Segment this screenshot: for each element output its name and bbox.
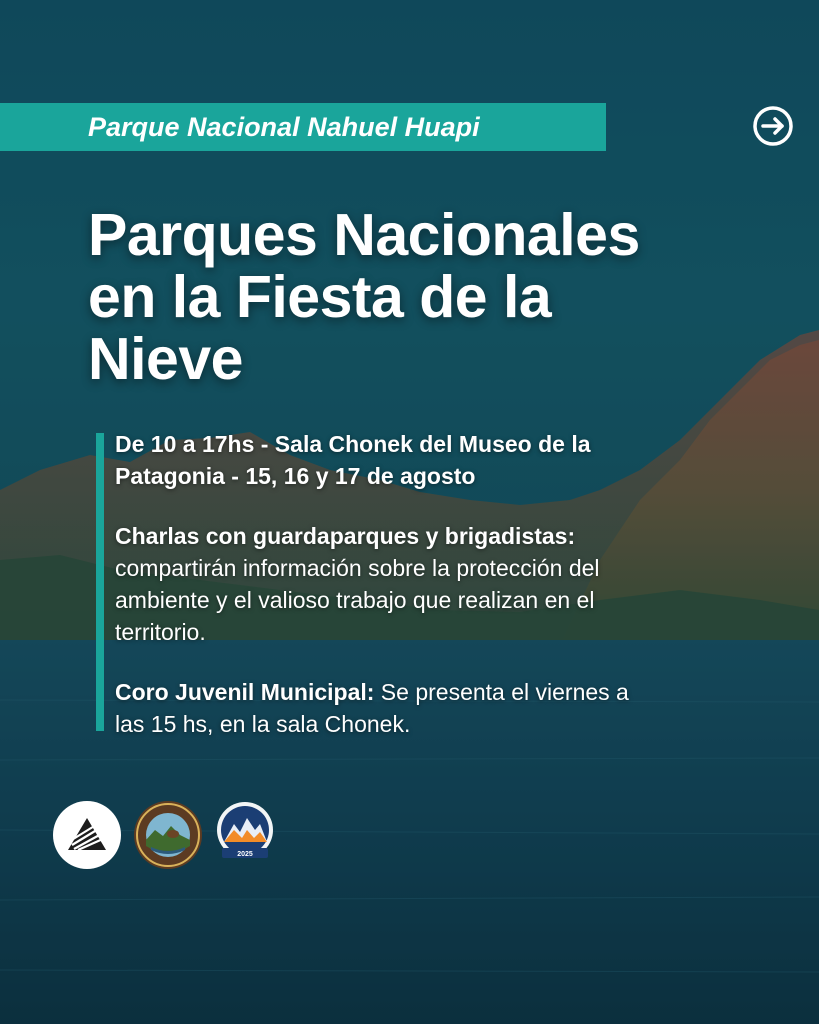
park-name-banner [0, 103, 606, 151]
event-details [115, 428, 775, 740]
talks-info [115, 520, 775, 648]
fiesta-year: 2025 [237, 851, 253, 858]
choir-heading: Coro Juvenil Municipal: [115, 679, 375, 705]
arrow-right-circle-icon[interactable] [752, 105, 794, 147]
park-name: Parque Nacional Nahuel Huapi [88, 112, 480, 142]
talks-line: territorio. [115, 619, 206, 645]
choir-line: Se presenta el viernes a [374, 679, 629, 705]
choir-line: las 15 hs, en la sala Chonek. [115, 711, 411, 737]
accent-bar [96, 433, 104, 731]
talks-heading: Charlas con guardaparques y brigadistas: [115, 523, 576, 549]
title-line: Parques Nacionales [88, 202, 640, 268]
title-line: en la Fiesta de la [88, 264, 552, 330]
schedule-line: Patagonia - 15, 16 y 17 de agosto [115, 463, 476, 489]
fiesta-nacional-de-la-nieve-logo-icon [212, 800, 278, 870]
parque-nacional-nahuel-huapi-seal-icon [133, 800, 203, 870]
talks-line: compartirán información sobre la protección del [115, 555, 600, 581]
choir-info [115, 676, 775, 740]
title-line: Nieve [88, 326, 243, 392]
schedule-info [115, 428, 775, 492]
schedule-line: De 10 a 17hs - Sala Chonek del Museo de la [115, 431, 591, 457]
page-title [88, 204, 788, 390]
parques-nacionales-logo-icon [52, 800, 122, 870]
talks-line: ambiente y el valioso trabajo que realizan en el [115, 587, 595, 613]
